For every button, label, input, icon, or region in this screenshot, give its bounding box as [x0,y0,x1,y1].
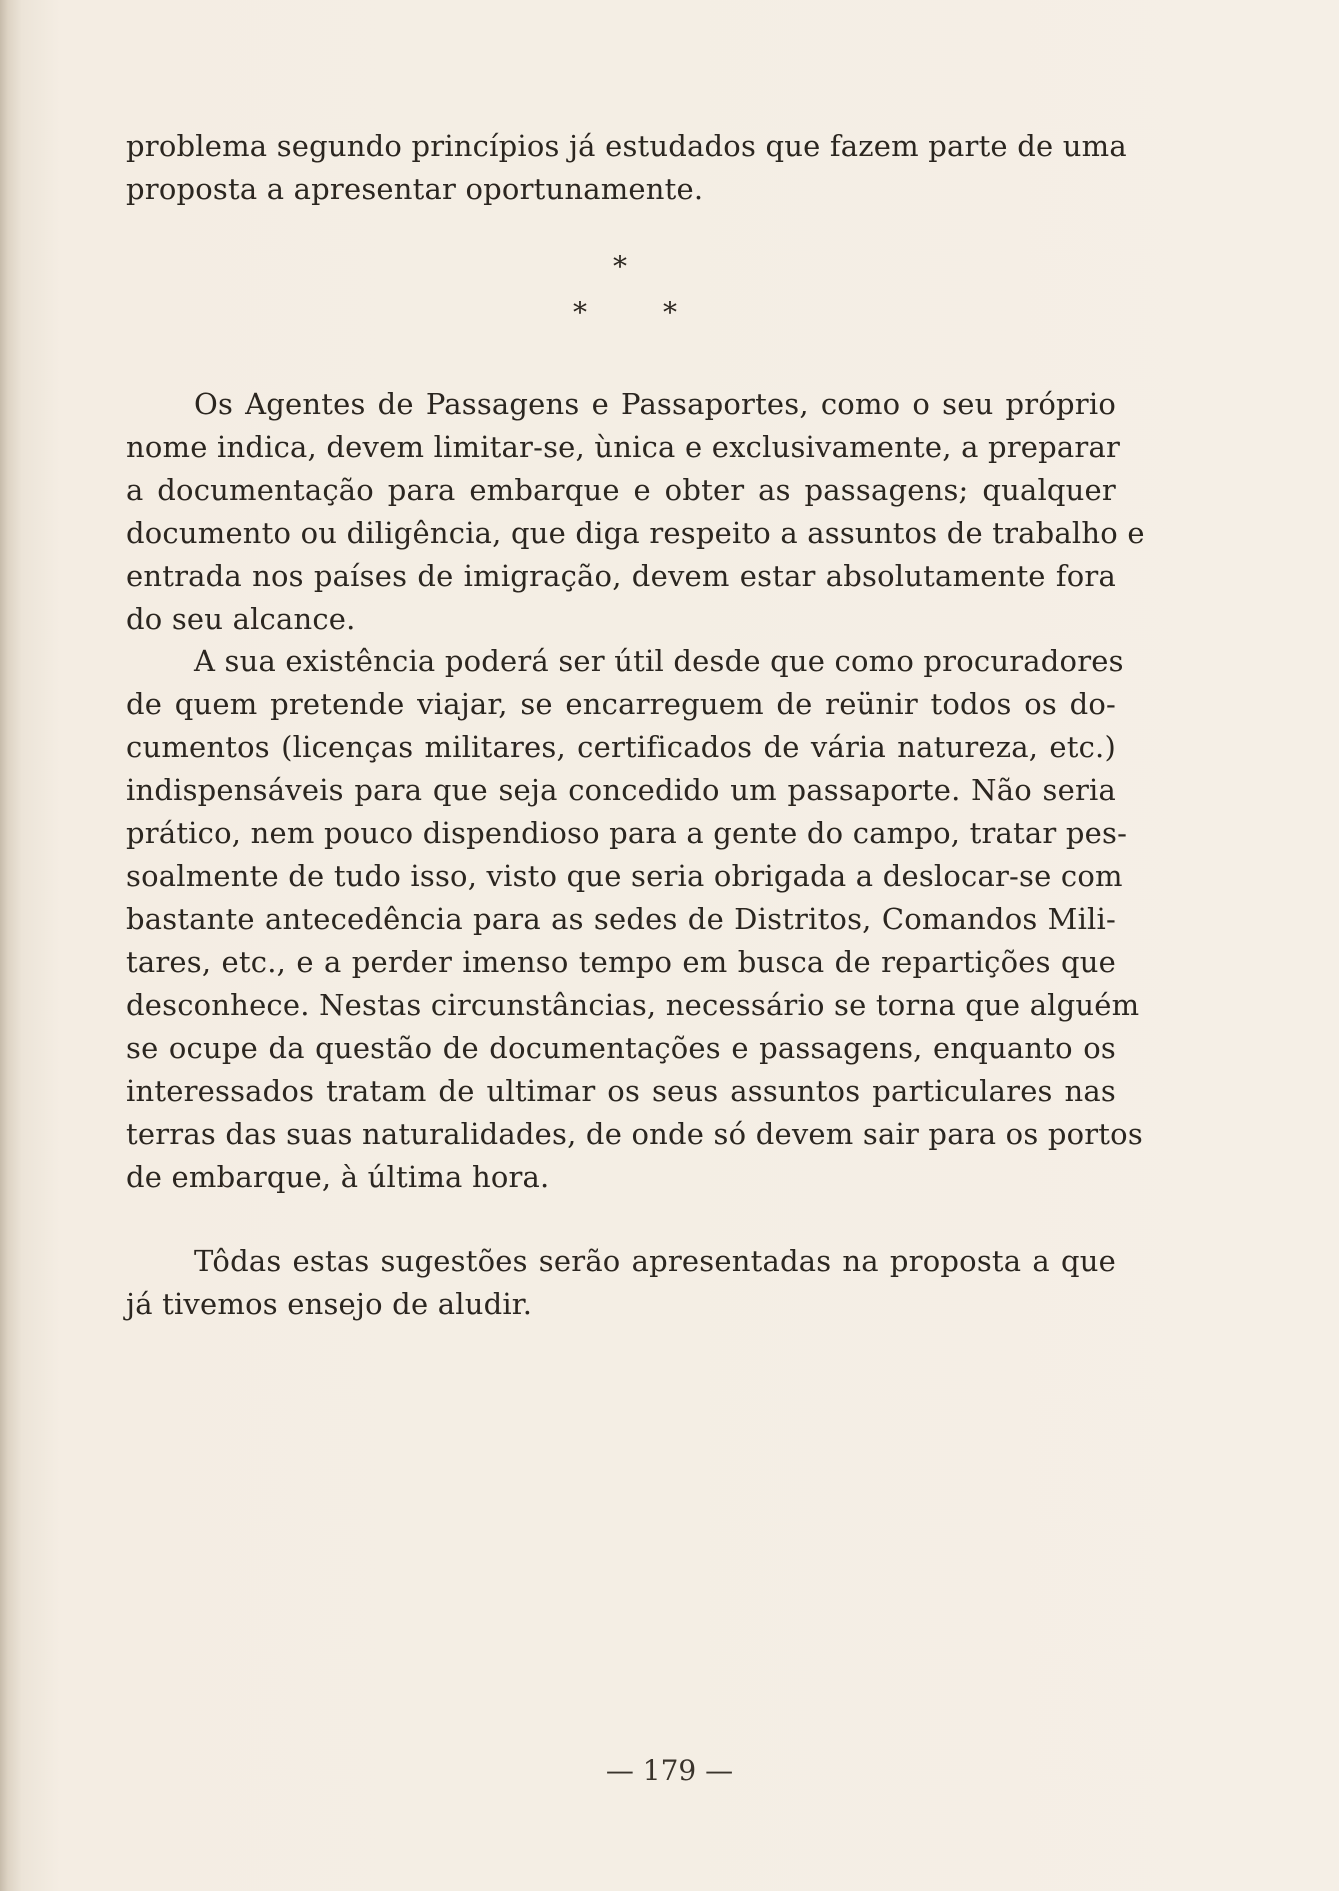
text-line: cumentos (licenças militares, certificados de vária natureza, etc.) [126,730,1116,764]
text-line: entrada nos países de imigração, devem estar absolutamente fora [126,559,1116,593]
text-line: documento ou diligência, que diga respeito a assuntos de trabalho e [126,516,1145,550]
text-line: bastante antecedência para as sedes de Distritos, Comandos Mili- [126,902,1116,936]
text-line: proposta a apresentar oportunamente. [126,172,704,206]
paragraph-continuation [126,125,1127,211]
text-line: Tôdas estas sugestões serão apresentadas na proposta a que [194,1244,1116,1278]
text-line: prático, nem pouco dispendioso para a gente do campo, tratar pes- [126,816,1128,850]
text-line: nome indica, devem limitar-se, ùnica e exclusivamente, a preparar [126,430,1121,464]
paragraph-suggestions [126,1240,1116,1326]
text-line: indispensáveis para que seja concedido um passaporte. Não seria [126,773,1116,807]
text-line: se ocupe da questão de documentações e passagens, enquanto os [126,1031,1116,1065]
text-line: a documentação para embarque e obter as passagens; qualquer [126,473,1116,507]
text-line: do seu alcance. [126,602,356,636]
paragraph-existence [126,640,1143,1199]
text-line: já tivemos ensejo de aludir. [126,1287,533,1321]
asterism-bottom [560,296,690,329]
text-line: tares, etc., e a perder imenso tempo em busca de repartições que [126,945,1116,979]
text-line: A sua existência poderá ser útil desde que como procuradores [194,644,1124,678]
text-line: terras das suas naturalidades, de onde só devem sair para os portos [126,1117,1143,1151]
paragraph-agents [126,383,1145,641]
text-line: de embarque, à última hora. [126,1160,550,1194]
text-line: interessados tratam de ultimar os seus assuntos particulares nas [126,1074,1116,1108]
page-number: — 179 — [605,1754,734,1787]
asterism-bottom-left: * [573,296,587,329]
asterism-top: * [613,250,627,283]
asterism-bottom-right: * [663,296,677,329]
text-line: soalmente de tudo isso, visto que seria obrigada a deslocar-se com [126,859,1123,893]
text-line: desconhece. Nestas circunstâncias, necessário se torna que alguém [126,988,1140,1022]
text-line: problema segundo princípios já estudados que fazem parte de uma [126,129,1127,163]
text-line: Os Agentes de Passagens e Passaportes, como o seu próprio [194,387,1116,421]
text-line: de quem pretende viajar, se encarreguem de reünir todos os do- [126,687,1116,721]
